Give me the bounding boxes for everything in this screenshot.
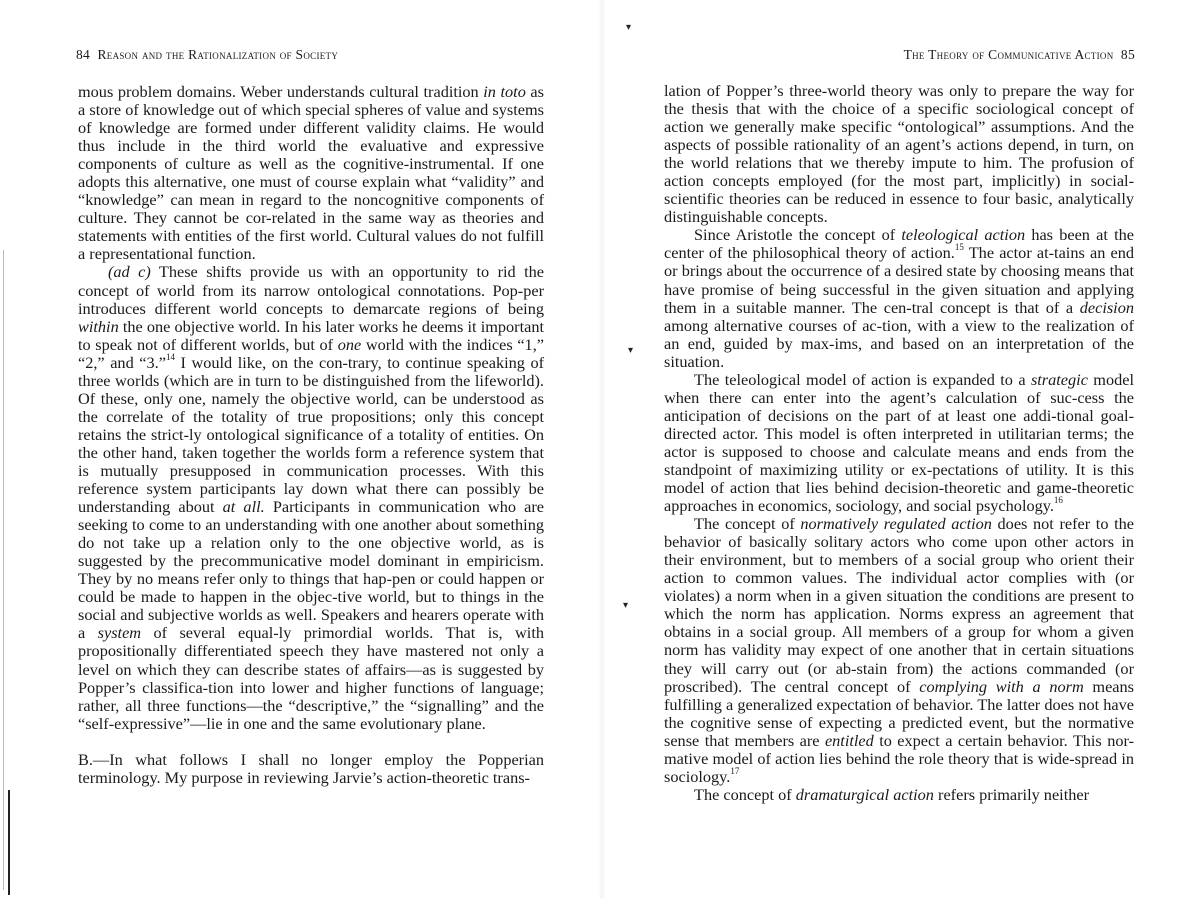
right-running-head — [904, 47, 1135, 63]
footnote-ref: 16 — [1053, 495, 1063, 506]
scan-speck: ▾ — [628, 345, 634, 356]
left-paragraph-2: (ad c) These shifts provide us with an opportunity to rid the concept of world from its narrow ontological connotations. Pop-per introduces different world concepts to demarcate regions of being within the one objective world. In his later works he deems it important to speak not of different worlds, but of one world with the indices “1,” “2,” and “3.”$^{14}$ I would like, on the con-trary, to continue speaking of three worlds (which are in turn to be distinguished from the lifeworld). Of these, only one, namely the objective world, can be understood as the correlate of the totality of true propositions; only this concept retains the strict-ly ontological significance of a totality of entities. On the other hand, taken together the worlds form a reference system that is mutually presupposed in communication processes. With this reference system participants lay down what there can possibly be understanding about at all. Participants in communication who are seeking to come to an understanding with one another about something do not take up a relation only to the one objective world, as is suggested by the precommunicative model dominant in empiricism. They by no means refer only to things that hap-pen or could happen or could be made to happen in the objec-tive world, but to things in the social and subjective worlds as well. Speakers and hearers operate with a system of several equal-ly primordial worlds. That is, with propositionally differentiated speech they have mastered not only a level on which they can describe states of affairs—as is suggested by Popper’s classifica-tion into lower and higher functions of language; rather, all three functions—the “descriptive,” the “signalling” and the “self-expressive”—lie in one and the same evolutionary plane. — [78, 262, 545, 733]
right-page-body — [664, 82, 1134, 804]
left-running-head — [76, 47, 338, 63]
footnote-ref: 17 — [730, 765, 740, 776]
italic-term: decision — [1079, 297, 1134, 317]
right-paragraph-3: The teleological model of action is expanded to a strategic model when there can enter into the agent’s calculation of suc-cess the anticipation of decisions on the part of at least one addi-tional goal-directed actor. This model is often interpreted in utilitarian terms; the actor is supposed to choose and calculate means and ends from the standpoint of maximizing utility or ex-pectations of utility. It is this model of action that lies behind decision-theoretic and game-theoretic approaches in economics, sociology, and social psychology.$^{16}$ — [664, 369, 1135, 516]
italic-term: within — [78, 316, 119, 336]
right-page-number: 85 — [1120, 47, 1135, 62]
gutter — [598, 0, 606, 899]
right-running-head-title: The Theory of Communicative Action — [903, 47, 1114, 62]
left-page-body — [78, 83, 544, 787]
right-paragraph-2: Since Aristotle the concept of teleological action has been at the center of the philosophical theory of action.$^{15}$ The actor at-tains an end or brings about the occurrence of a desired state by choosing means that have promise of being successful in the given situation and applying them in a suitable manner. The cen-tral concept is that of a decision among alternative courses of ac-tion, with a view to the realization of an end, guided by max-ims, and based on an interpretation of the situation. — [664, 225, 1134, 371]
italic-term: in toto — [483, 82, 526, 101]
footnote-ref: 14 — [165, 351, 175, 362]
left-running-head-title: Reason and the Rationalization of Society — [97, 47, 339, 62]
italic-term: normatively regulated action — [800, 514, 992, 534]
italic-term: strategic — [1030, 369, 1088, 389]
italic-term: dramaturgical action — [795, 784, 934, 804]
left-page-number: 84 — [76, 47, 91, 62]
italic-term: entitled — [824, 730, 874, 750]
italic-term: at all. — [222, 497, 265, 517]
italic-term: system — [97, 623, 142, 643]
italic-term: complying with a norm — [919, 676, 1084, 696]
page-edge — [3, 250, 4, 890]
left-paragraph-3: B.—In what follows I shall no longer employ the Popperian terminology. My purpose in reviewing Jarvie’s action-theoretic trans- — [78, 749, 544, 787]
italic-term: one — [337, 334, 362, 354]
right-paragraph-1: lation of Popper’s three-world theory was only to prepare the way for the thesis that with the choice of a specific sociological concept of action we generally make specific “ontological” assumptions. And the aspects of possible rationality of an agent’s actions depend, in turn, on the world relations that we thereby impute to him. The profusion of action concepts employed (for the most part, implicitly) in social-scientific theories can be reduced in essence to four basic, analytically distinguishable concepts. — [664, 81, 1134, 227]
right-paragraph-4: The concept of normatively regulated action does not refer to the behavior of basically solitary actors who come upon other actors in their environment, but to members of a social group who orient their action to common values. The individual actor complies with (or violates) a norm when in a given situation the conditions are present to which the norm has application. Norms express an agreement that obtains in a social group. All members of a group for whom a given norm has validity may expect of one another that in certain situations they will carry out (or ab-stain from) the actions commanded (or proscribed). The central concept of complying with a norm means fulfilling a generalized expectation of behavior. The latter does not have the cognitive sense of expecting a predicted event, but the normative sense that members are entitled to expect a certain behavior. This nor-mative model of action lies behind the role theory that is wide-spread in sociology.$^{17}$ — [664, 514, 1134, 786]
italic-term: teleological action — [901, 225, 1026, 245]
right-paragraph-5: The concept of dramaturgical action refers primarily neither — [694, 784, 1090, 804]
left-paragraph-1: mous problem domains. Weber understands cultural tradition in toto as a store of knowledge out of which special spheres of value and systems of knowledge are formed under different validity claims. He would thus include in the third world the evaluative and expressive components of culture as well as the cognitive-instrumental. If one adopts this alternative, one must of course explain what “validity” and “knowledge” can mean in regard to the noncognitive components of culture. They cannot be cor-related in the same way as theories and statements with entities of the first world. Cultural values do not fulfill a representational function. — [78, 82, 544, 264]
page-edge-dark — [8, 790, 10, 895]
scan-speck: ▾ — [626, 22, 632, 33]
footnote-ref: 15 — [954, 242, 964, 253]
scan-speck: ▾ — [623, 600, 629, 611]
italic-term: (ad c) — [108, 262, 151, 282]
